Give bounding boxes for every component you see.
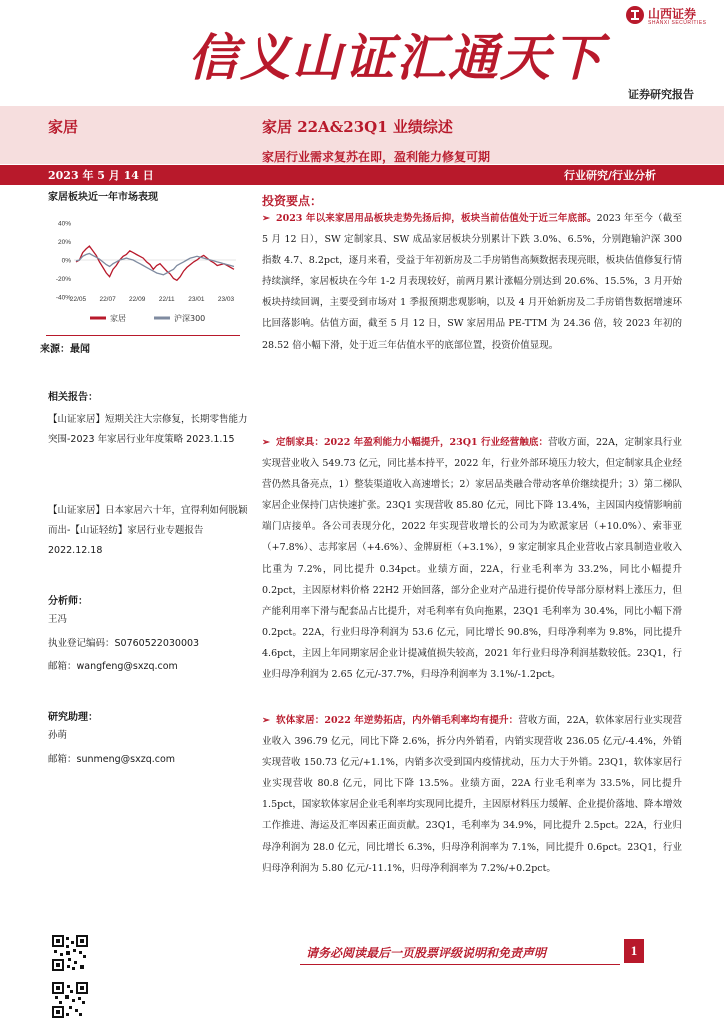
- company-logo-icon: [626, 6, 644, 24]
- series-line-1: [76, 254, 234, 275]
- y-tick-label: 0%: [61, 257, 71, 265]
- y-tick-label: -40%: [55, 294, 71, 302]
- investment-highlights-heading: 投资要点：: [262, 194, 323, 208]
- report-date: 2023 年 5 月 14 日: [48, 169, 154, 182]
- sector-label: 家居: [48, 118, 79, 136]
- paragraph-text: 营收方面，22A，定制家具行业实现营业收入 549.73 亿元，同比基本持平，2022 年，行业外部环境压力较大，但定制家具企业经营仍然具备亮点，1）整装渠道收入高速增长；2）家居品类融合带动客单价继续提升；3）第二梯队家居企业保持门店快速扩张。23Q1 实现营收 85.80 亿元，同比下降 13.4%，主因国内疫情影响前端门店接单。各公司表现分化，2022 年实现营收增长的公司为为欧派家居（+10.0%）、索菲亚（+7.8%）、志邦家居（+4.6%）、金牌厨柜（+3.1%），9 家定制家具企业营收占家具制造业收入比重为 7.2%，同比提升 0.34pct。业绩方面，22A，行业毛利率为 33.2%，同比小幅提升 0.2pct，主因原材料价格 22H2 开始回落，部分企业对产品进行提价传导部分原材料上涨压力，但产能利用率下滑与配套品占比提升，对毛利率有负向拖累，23Q1 毛利率为 30.4%，同比小幅下滑 0.2pct。22A，行业归母净利润为 53.6 亿元，同比增长 90.8%，归母净利率为 9.8%，同比提升 4.6pct，主因上年同期家居企业计提减值损失较高，2021 年行业归母净利润基数较低。23Q1，行业归母净利润为 2.65 亿元/-37.7%，归母净利润率为 3.1%/-1.2pct。: [262, 437, 682, 681]
- brand-name-en: SHANXI SECURITIES: [648, 20, 707, 26]
- analyst-heading: 分析师：: [48, 596, 88, 607]
- bullet-icon: ➢: [262, 437, 270, 448]
- report-category: 行业研究/行业分析: [564, 169, 657, 182]
- bullet-icon: ➢: [262, 715, 270, 726]
- y-tick-label: -20%: [55, 276, 71, 283]
- x-tick-label: 22/07: [99, 296, 116, 303]
- analyst-email[interactable]: 邮箱：wangfeng@sxzq.com: [48, 661, 178, 672]
- y-tick-label: 20%: [57, 239, 71, 246]
- x-tick-label: 23/01: [188, 296, 205, 303]
- paragraph-lead: 2023 年以来家居用品板块走势先扬后抑，板块当前估值处于近三年底部。: [275, 213, 597, 224]
- series-line-0: [76, 246, 234, 280]
- highlight-paragraph-2: [262, 432, 682, 685]
- assistant-name: 孙萌: [48, 730, 68, 741]
- highlight-paragraph-3: [262, 710, 682, 879]
- paragraph-lead: 软体家居：2022 年逆势拓店，内外销毛利率均有提升：: [275, 715, 519, 726]
- slogan: 信义山证汇通天下: [188, 28, 604, 87]
- paragraph-text: 2023 年至今（截至 5 月 12 日），SW 定制家具、SW 成品家居板块分别累计下跌 3.0%、6.5%，分别跑输沪深 300 指数 4.7、8.2pct，逐月来看，受益于年初新房及二手房销售高频数据表现亮眼，板块估值修复行情持续演绎，家居板块在今年 1-2 月表现较好，前两月累计涨幅分别达到 20.6%、15.5%，3 月开始板块持续回调，主要受到市场对 1 季报预期悲观影响，以及 4 月开始新房及二手房销售数据增速环比回落影响。估值方面，截至 5 月 12 日，SW 家居用品 PE-TTM 为 24.36 倍，较 2023 年初的 28.52 倍小幅下滑，处于近三年估值水平的底部位置，投资价值显现。: [262, 213, 683, 351]
- paragraph-lead: 定制家具：2022 年盈利能力小幅提升，23Q1 行业经营触底：: [275, 437, 549, 448]
- assistant-heading: 研究助理：: [48, 712, 98, 723]
- x-tick-label: 22/11: [158, 296, 175, 303]
- analyst-cert: 执业登记编码：S0760522030003: [48, 638, 200, 649]
- chart-title: 家居板块近一年市场表现: [48, 192, 158, 203]
- legend-label: 沪深300: [174, 314, 206, 323]
- market-performance-chart: [46, 205, 240, 330]
- paragraph-text: 营收方面，22A，软体家居行业实现营业收入 396.79 亿元，同比下降 2.6%，拆分内外销看，内销实现营收 236.05 亿元/-4.4%，外销实现营收 150.73 亿元/+1.1%，内销多次受到国内疫情扰动，压力大于外销。23Q1，软体家居行业实现营收 80.8 亿元，同比下降 13.5%。业绩方面，22A 行业毛利率为 33.5%，同比提升 1.5pct，国家软体家居企业毛利率均实现同比提升，主因原材料压力缓解、企业提价落地、降本增效工作推进、海运及汇率因素正面贡献。23Q1，毛利率为 34.9%，同比提升 2.5pct。22A，行业归母净利润为 28.0 亿元，同比增长 6.3%，归母净利润率为 7.1%，同比提升 0.6pct。23Q1，行业归母净利润为 5.80 亿元/-11.1%，归母净利润率为 7.2%/+0.2pct。: [262, 715, 683, 874]
- chart-source: 来源：最闻: [40, 344, 90, 355]
- related-report-2[interactable]: 【山证家居】日本家居六十年，宜得利如何脱颖而出-【山证轻纺】家居行业专题报告 2022.12.18: [48, 505, 248, 556]
- page-number: 1: [624, 939, 644, 963]
- analyst-name: 王冯: [48, 614, 68, 625]
- disclaimer-text: 请务必阅读最后一页股票评级说明和免责声明: [306, 946, 547, 960]
- report-subtitle: 家居行业需求复苏在即，盈利能力修复可期: [262, 150, 491, 164]
- divider: [300, 964, 620, 965]
- y-tick-label: 40%: [57, 220, 71, 228]
- related-reports-heading: 相关报告：: [48, 392, 98, 403]
- report-title: 家居 22A&23Q1 业绩综述: [262, 118, 453, 136]
- qr-code-icon: [52, 982, 88, 1018]
- brand-name: 山西证券: [648, 7, 697, 21]
- x-tick-label: 22/05: [69, 296, 87, 303]
- x-tick-label: 23/03: [217, 296, 235, 303]
- qr-code-icon: [52, 935, 88, 971]
- divider: [46, 335, 240, 336]
- assistant-email[interactable]: 邮箱：sunmeng@sxzq.com: [48, 754, 176, 765]
- x-tick-label: 22/09: [129, 296, 146, 303]
- related-report-1[interactable]: 【山证家居】短期关注大宗修复，长期零售能力突围-2023 年家居行业年度策略 2023.1.15: [48, 414, 248, 445]
- legend-label: 家居: [110, 314, 126, 323]
- report-kind: 证券研究报告: [628, 88, 694, 101]
- highlight-paragraph-1: [262, 208, 682, 356]
- bullet-icon: ➢: [262, 213, 270, 224]
